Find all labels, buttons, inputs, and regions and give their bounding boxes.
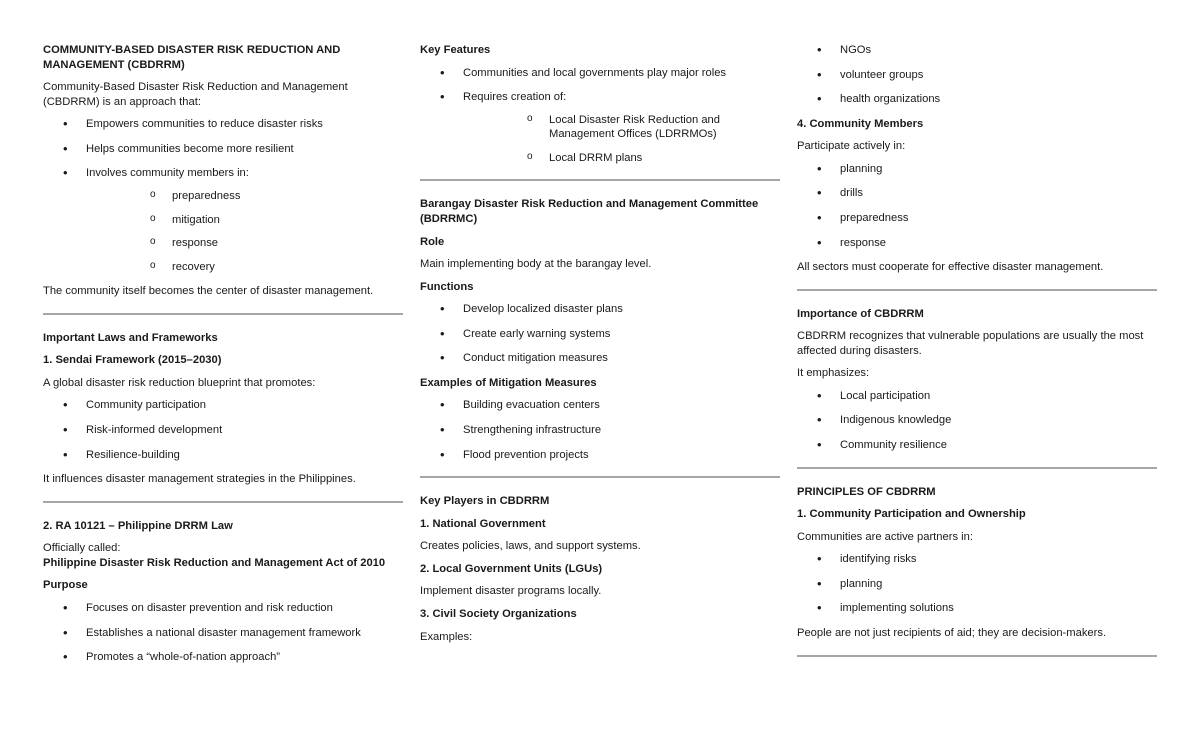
list-item: • preparedness [797, 211, 1157, 226]
list-item: • Community resilience [797, 438, 1157, 453]
list-item: • Flood prevention projects [420, 448, 780, 463]
principle1-points [797, 552, 1157, 616]
national-text: Creates policies, laws, and support systems. [420, 540, 641, 553]
list-item: • Resilience-building [43, 448, 403, 463]
cbdrrm-intro: Community-Based Disaster Risk Reduction and Management (CBDRRM) is an approach that: [43, 81, 348, 108]
lgu-title: 2. Local Government Units (LGUs) [420, 562, 603, 575]
functions-points [420, 302, 780, 366]
sendai-title: 1. Sendai Framework (2015–2030) [43, 354, 222, 367]
examples-title: Examples of Mitigation Measures [420, 376, 597, 389]
role-title: Role [420, 235, 445, 248]
list-item: • response [797, 236, 1157, 251]
members-intro: Participate actively in: [797, 140, 906, 153]
cbdrrm-points [43, 117, 403, 274]
list-item: • implementing solutions [797, 601, 1157, 616]
sub-list-item: o recovery [129, 260, 403, 275]
list-item: • Indigenous knowledge [797, 413, 1157, 428]
emphasizes-intro: It emphasizes: [797, 367, 870, 380]
list-item: • Communities and local governments play major roles [420, 66, 780, 81]
list-item: • Promotes a “whole-of-nation approach” [43, 650, 403, 665]
cso-text: Examples: [420, 630, 473, 643]
sub-list-item: o preparedness [129, 189, 403, 204]
divider [420, 476, 780, 478]
purpose-points [43, 601, 403, 665]
sub-list-item: o Local DRRM plans [506, 151, 780, 166]
players-title: Key Players in CBDRRM [420, 495, 550, 508]
principles-title: PRINCIPLES OF CBDRRM [797, 485, 936, 498]
bdrrmc-title: Barangay Disaster Risk Reduction and Management Committee (BDRRMC) [420, 198, 759, 225]
list-item: • volunteer groups [797, 68, 1157, 83]
features-title: Key Features [420, 44, 491, 56]
functions-title: Functions [420, 280, 474, 293]
involvement-sublist [86, 189, 403, 274]
purpose-title: Purpose [43, 579, 88, 592]
sub-list-item: o Local Disaster Risk Reduction and Management Offices (LDRRMOs) [506, 113, 780, 142]
list-item: • planning [797, 162, 1157, 177]
divider [797, 467, 1157, 469]
members-closing: All sectors must cooperate for effective disaster management. [797, 261, 1104, 274]
divider [43, 501, 403, 503]
sendai-intro: A global disaster risk reduction blueprint that promotes: [43, 376, 316, 389]
list-item: • drills [797, 186, 1157, 201]
divider [797, 289, 1157, 291]
members-title: 4. Community Members [797, 117, 924, 130]
list-item: • health organizations [797, 92, 1157, 107]
sendai-closing: It influences disaster management strategies in the Philippines. [43, 473, 356, 486]
list-item: • Helps communities become more resilient [43, 142, 403, 157]
features-points [420, 66, 780, 166]
list-item: • Conduct mitigation measures [420, 351, 780, 366]
list-item: • Establishes a national disaster management framework [43, 626, 403, 641]
list-item: • Local participation [797, 389, 1157, 404]
list-item: • Strengthening infrastructure [420, 423, 780, 438]
cso-title: 3. Civil Society Organizations [420, 607, 577, 620]
list-item: • Create early warning systems [420, 327, 780, 342]
list-item: • NGOs [797, 43, 1157, 58]
principle1-title: 1. Community Participation and Ownership [797, 508, 1026, 521]
principle1-closing: People are not just recipients of aid; they are decision-makers. [797, 626, 1107, 639]
column-3 [797, 43, 1157, 673]
importance-title: Importance of CBDRRM [797, 307, 924, 320]
members-points [797, 162, 1157, 250]
ra-fullname: Philippine Disaster Risk Reduction and Management Act of 2010 [43, 556, 386, 569]
list-item-label: Involves community members in: [86, 167, 249, 180]
importance-text: CBDRRM recognizes that vulnerable populations are usually the most affected during disasters. [797, 330, 1144, 357]
list-item: • Risk-informed development [43, 423, 403, 438]
ra-title: 2. RA 10121 – Philippine DRRM Law [43, 519, 233, 532]
list-item: • planning [797, 577, 1157, 592]
examples-points [420, 398, 780, 462]
divider [43, 313, 403, 315]
ra-called: Officially called: [43, 542, 121, 555]
list-item: • Community participation [43, 398, 403, 413]
list-item: • Empowers communities to reduce disaster risks [43, 117, 403, 132]
divider [797, 655, 1157, 657]
column-2 [420, 43, 780, 652]
list-item [43, 166, 403, 274]
cso-points [797, 43, 1157, 107]
features-sublist [463, 113, 780, 166]
sendai-points [43, 398, 403, 462]
list-item: • Develop localized disaster plans [420, 302, 780, 317]
cbdrrm-title: COMMUNITY-BASED DISASTER RISK REDUCTION AND MANAGEMENT (CBDRRM) [43, 44, 341, 71]
emphasizes-points [797, 389, 1157, 453]
role-text: Main implementing body at the barangay level. [420, 258, 652, 271]
divider [420, 179, 780, 181]
cbdrrm-closing: The community itself becomes the center of disaster management. [43, 285, 374, 298]
national-title: 1. National Government [420, 517, 546, 530]
list-item: • identifying risks [797, 552, 1157, 567]
sub-list-item: o mitigation [129, 213, 403, 228]
principle1-intro: Communities are active partners in: [797, 530, 973, 543]
lgu-text: Implement disaster programs locally. [420, 585, 602, 598]
list-item: • Building evacuation centers [420, 398, 780, 413]
laws-title: Important Laws and Frameworks [43, 331, 218, 344]
list-item: • Focuses on disaster prevention and risk reduction [43, 601, 403, 616]
list-item-label: Requires creation of: [463, 91, 567, 104]
column-1 [43, 43, 403, 675]
list-item [420, 90, 780, 165]
sub-list-item: o response [129, 236, 403, 251]
